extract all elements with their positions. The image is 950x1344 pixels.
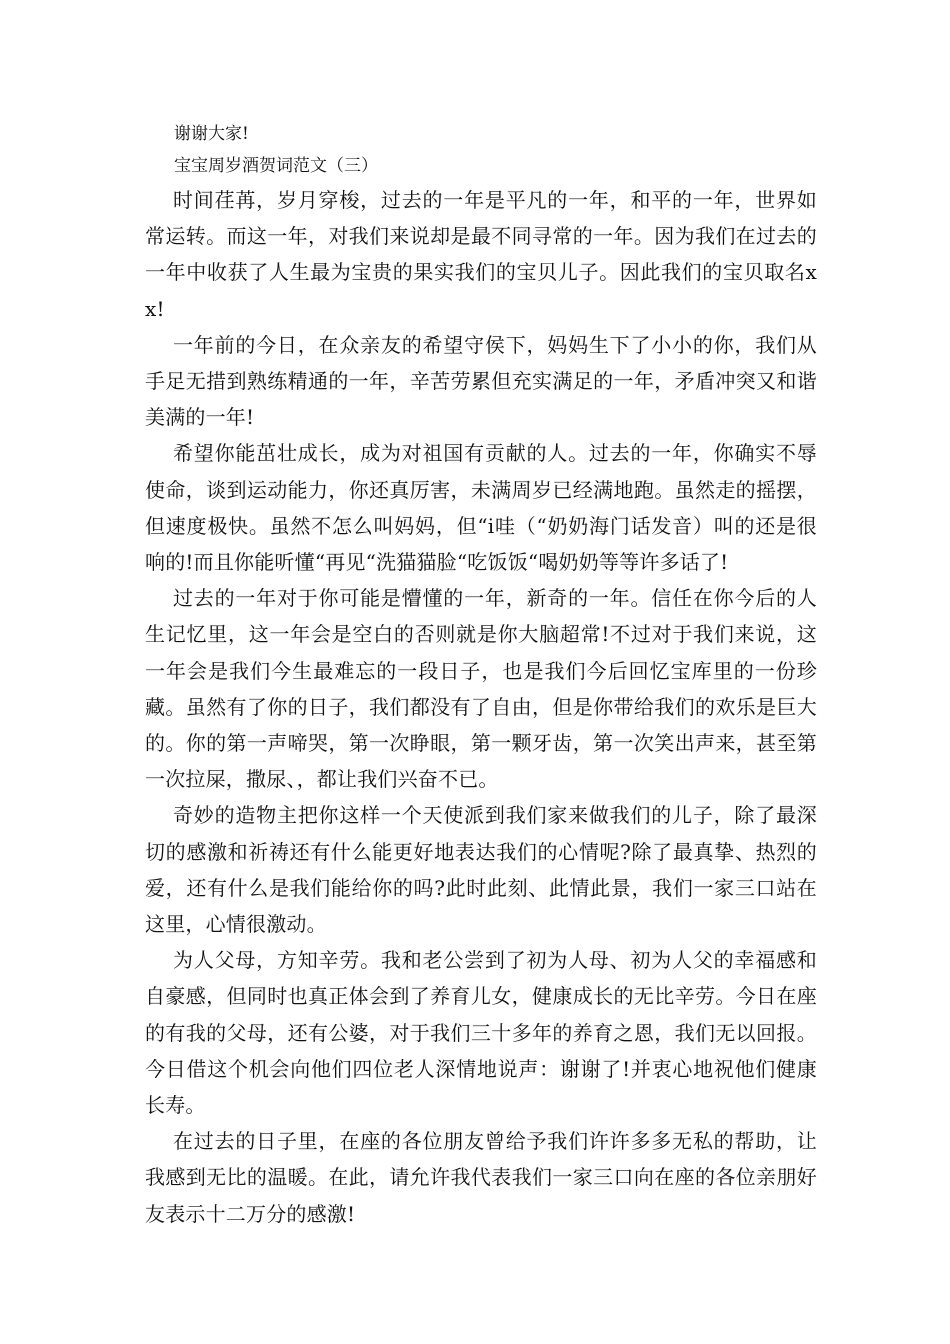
document-body bbox=[145, 118, 817, 1232]
paragraph: 希望你能茁壮成长，成为对祖国有贡献的人。过去的一年，你确实不辱使命，谈到运动能力，你还真厉害，未满周岁已经满地跑。虽然走的摇摆，但速度极快。虽然不怎么叫妈妈，但“i哇（“奶奶海门话发音）叫的还是很响的!而且你能听懂“再见“洗猫猫脸“吃饭饭“喝奶奶等等许多话了! bbox=[145, 441, 817, 575]
paragraph: 过去的一年对于你可能是懵懂的一年，新奇的一年。信任在你今后的人生记忆里，这一年会是空白的否则就是你大脑超常!不过对于我们来说，这一年会是我们今生最难忘的一段日子，也是我们今后回忆宝库里的一份珍藏。虽然有了你的日子，我们都没有了自由，但是你带给我们的欢乐是巨大的。你的第一声啼哭，第一次睁眼，第一颗牙齿，第一次笑出声来，甚至第一次拉屎，撒尿、，都让我们兴奋不已。 bbox=[145, 586, 817, 792]
paragraph: 为人父母，方知辛劳。我和老公尝到了初为人母、初为人父的幸福感和自豪感，但同时也真正体会到了养育儿女，健康成长的无比辛劳。今日在座的有我的父母，还有公婆，对于我们三十多年的养育之恩，我们无以回报。今日借这个机会向他们四位老人深情地说声：谢谢了!并衷心地祝他们健康长寿。 bbox=[145, 948, 817, 1118]
section-title: 宝宝周岁酒贺词范文（三） bbox=[174, 156, 378, 176]
closing-line: 谢谢大家! bbox=[174, 124, 249, 144]
paragraph: 一年前的今日，在众亲友的希望守侯下，妈妈生下了小小的你，我们从手足无措到熟练精通的一年，辛苦劳累但充实满足的一年，矛盾冲突又和谐美满的一年! bbox=[145, 332, 817, 430]
paragraph: 时间荏苒，岁月穿梭，过去的一年是平凡的一年，和平的一年，世界如常运转。而这一年，对我们来说却是最不同寻常的一年。因为我们在过去的一年中收获了人生最为宝贵的果实我们的宝贝儿子。因此我们的宝贝取名xx! bbox=[145, 188, 817, 321]
paragraph: 奇妙的造物主把你这样一个天使派到我们家来做我们的儿子，除了最深切的感激和祈祷还有什么能更好地表达我们的心情呢?除了最真挚、热烈的爱，还有什么是我们能给你的吗?此时此刻、此情此景，我们一家三口站在这里，心情很激动。 bbox=[145, 803, 817, 937]
paragraph: 在过去的日子里，在座的各位朋友曾给予我们许许多多无私的帮助，让我感到无比的温暖。在此，请允许我代表我们一家三口向在座的各位亲朋好友表示十二万分的感激! bbox=[145, 1129, 817, 1226]
